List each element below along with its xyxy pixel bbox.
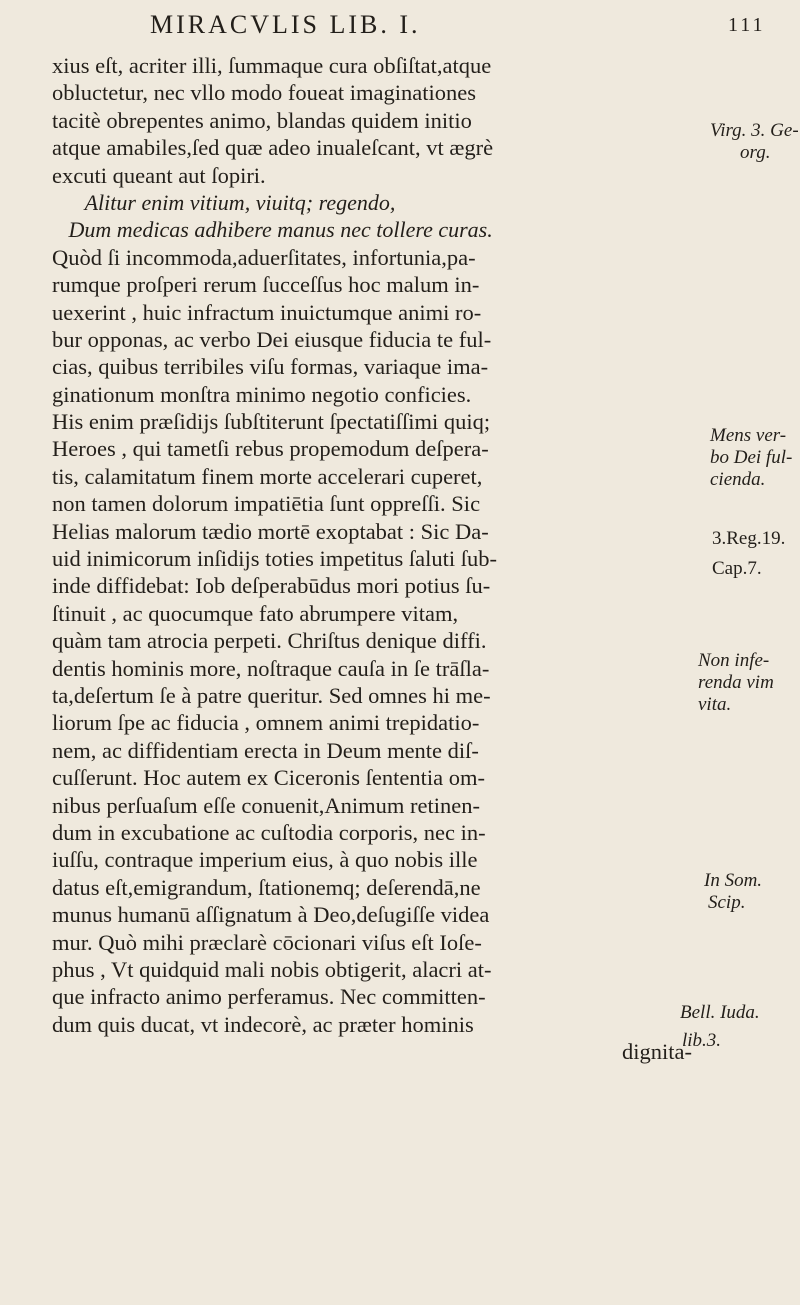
text-line: rumque proſperi rerum ſucceſſus hoc malum in- xyxy=(52,272,480,298)
text-line: iuſſu, contraque imperium eius, à quo nobis ille xyxy=(52,847,478,873)
text-line: His enim præſidijs ſubſtiterunt ſpectatiſſimi quiq; xyxy=(52,409,491,435)
margin-note-mens-line3: cienda. xyxy=(710,469,766,490)
text-line: Heroes , qui tametſi rebus propemodum deſpera- xyxy=(52,436,489,462)
text-line: dum quis ducat, vt indecorè, ac præter hominis xyxy=(52,1011,474,1037)
text-line: non tamen dolorum impatiētia ſunt oppreſſi. Sic xyxy=(52,491,481,517)
text-line: phus , Vt quidquid mali nobis obtigerit, alacri at- xyxy=(52,956,492,982)
text-line: cias, quibus terribiles viſu formas, variaque ima- xyxy=(52,354,489,380)
text-line: bur opponas, ac verbo Dei eiusque fiducia te ful- xyxy=(52,326,492,352)
margin-note-non-line1: Non infe- xyxy=(698,650,770,671)
margin-note-bell-line2: lib.3. xyxy=(682,1030,722,1051)
text-line: xius eſt, acriter illi, ſummaque cura obſiſtat,atque xyxy=(52,53,492,78)
text-line: munus humanū aſſignatum à Deo,deſugiſſe videa xyxy=(52,902,490,928)
text-line: obluctetur, nec vllo modo foueat imaginationes xyxy=(52,80,476,106)
text-line: que infracto animo perferamus. Nec committen- xyxy=(52,984,486,1010)
text-line: ta,deſertum ſe à patre queritur. Sed omnes hi me- xyxy=(52,682,491,708)
text-line: excuti queant aut ſopiri. xyxy=(52,162,266,188)
text-line: mur. Quò mihi præclarè cōcionari viſus eſt Ioſe- xyxy=(52,929,482,955)
margin-note-bell xyxy=(680,1002,768,1052)
text-line: dentis hominis more, noſtraque cauſa in ſe trāſla- xyxy=(52,655,490,681)
text-line: datus eſt,emigrandum, ſtationemq; deſerendā,ne xyxy=(52,874,481,900)
margin-note-virgil xyxy=(710,120,798,164)
text-line: ſtinuit , ac quocumque fato abrumpere vitam, xyxy=(52,600,459,626)
text-line: Helias malorum tædio mortē exoptabat : Sic Da- xyxy=(52,518,489,544)
margin-note-mens-line1: Mens ver- xyxy=(710,425,787,446)
text-line: cuſſerunt. Hoc autem ex Ciceronis ſententia om- xyxy=(52,765,485,791)
margin-note-virgil-line1: Virg. 3. Ge- xyxy=(710,120,799,141)
running-title: MIRACVLIS LIB. I. xyxy=(150,10,421,39)
margin-note-bell-line1: Bell. Iuda. xyxy=(680,1002,760,1023)
running-header xyxy=(0,10,800,46)
margin-note-cap: Cap.7. xyxy=(712,558,762,579)
margin-note-non-line2: renda vim xyxy=(698,672,774,693)
text-line: Dum medicas adhibere manus nec tollere curas. xyxy=(52,217,493,243)
text-line: Alitur enim vitium, viuitq; regendo, xyxy=(52,189,396,215)
main-text-block xyxy=(52,52,692,1065)
text-line: dignita- xyxy=(622,1039,692,1065)
text-line: dum in excubatione ac cuſtodia corporis, nec in- xyxy=(52,819,486,845)
text-line: uid inimicorum inſidijs toties impetitus ſaluti ſub- xyxy=(52,546,497,572)
text-line: ginationum monſtra minimo negotio conficies. xyxy=(52,381,472,407)
text-line: tis, calamitatum finem morte accelerari cuperet, xyxy=(52,463,483,489)
margin-note-virgil-line2: org. xyxy=(740,142,771,163)
margin-note-non-inferenda xyxy=(698,650,786,716)
margin-note-somnium xyxy=(704,870,792,914)
text-line: Quòd ſi incommoda,aduerſitates, infortunia,pa- xyxy=(52,244,476,270)
text-line: quàm tam atrocia perpeti. Chriſtus denique diffi. xyxy=(52,628,487,654)
margin-note-non-line3: vita. xyxy=(698,694,732,715)
margin-note-reg: 3.Reg.19. xyxy=(712,528,786,549)
text-line: tacitè obrepentes animo, blandas quidem initio xyxy=(52,107,472,133)
text-line: nibus perſuaſum eſſe conuenit,Animum retinen- xyxy=(52,792,481,818)
margin-note-mens-line2: bo Dei ful- xyxy=(710,447,793,468)
margin-note-som-line1: In Som. xyxy=(704,870,763,891)
text-line: inde diffidebat: Iob deſperabūdus mori potius ſu- xyxy=(52,573,491,599)
margin-note-som-line2: Scip. xyxy=(708,892,746,913)
text-line: uexerint , huic infractum inuictumque animi ro- xyxy=(52,299,482,325)
text-line: atque amabiles,ſed quæ adeo inualeſcant, vt ægrè xyxy=(52,135,494,161)
margin-note-mens xyxy=(710,425,798,491)
page-number: 111 xyxy=(728,14,766,36)
text-line: nem, ac diffidentiam erecta in Deum mente diſ- xyxy=(52,737,479,763)
text-line: liorum ſpe ac fiducia , omnem animi trepidatio- xyxy=(52,710,480,736)
